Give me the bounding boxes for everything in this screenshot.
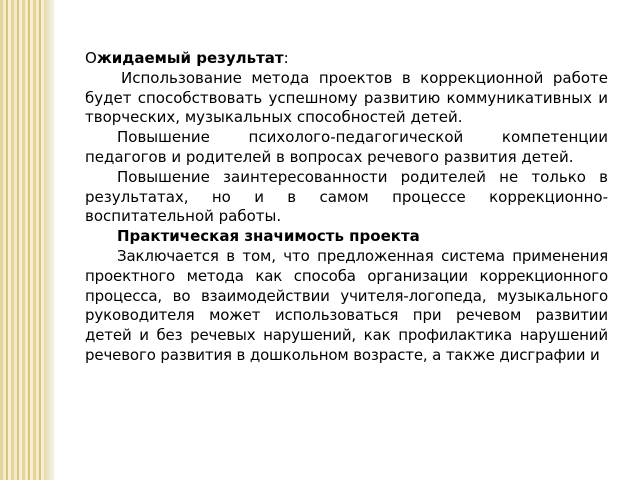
practical-significance-heading: Практическая значимость проекта: [117, 227, 420, 246]
decorative-stripe-border: [0, 0, 44, 480]
slide-content: [85, 49, 608, 366]
heading-first-letter: О: [85, 49, 97, 67]
result-paragraph-3: Повышение заинтересованности родителей не только в результатах, но и в самом процессе коррекционно-воспитательной работы.: [85, 167, 608, 226]
heading-bold-text: жидаемый результат: [96, 49, 284, 67]
significance-paragraph: Заключается в том, что предложенная система применения проектного метода как способа организации коррекционного процесса, во взаимодействии учителя-логопеда, музыкального руководителя может использоваться при речевом развитии детей и без речевых нарушений, как профилактика нарушений речевого развития в дошкольном возрасте, а также дисграфии и: [85, 246, 608, 364]
expected-result-heading: [85, 49, 608, 69]
heading-colon: :: [283, 49, 289, 67]
result-paragraph-1: Использование метода проектов в коррекционной работе будет способствовать успешному развитию коммуникативных и творческих, музыкальных способностей детей.: [85, 68, 608, 127]
result-paragraph-2: Повышение психолого-педагогической компетенции педагогов и родителей в вопросах речевого развития детей.: [85, 128, 608, 166]
slide: [54, 0, 640, 480]
